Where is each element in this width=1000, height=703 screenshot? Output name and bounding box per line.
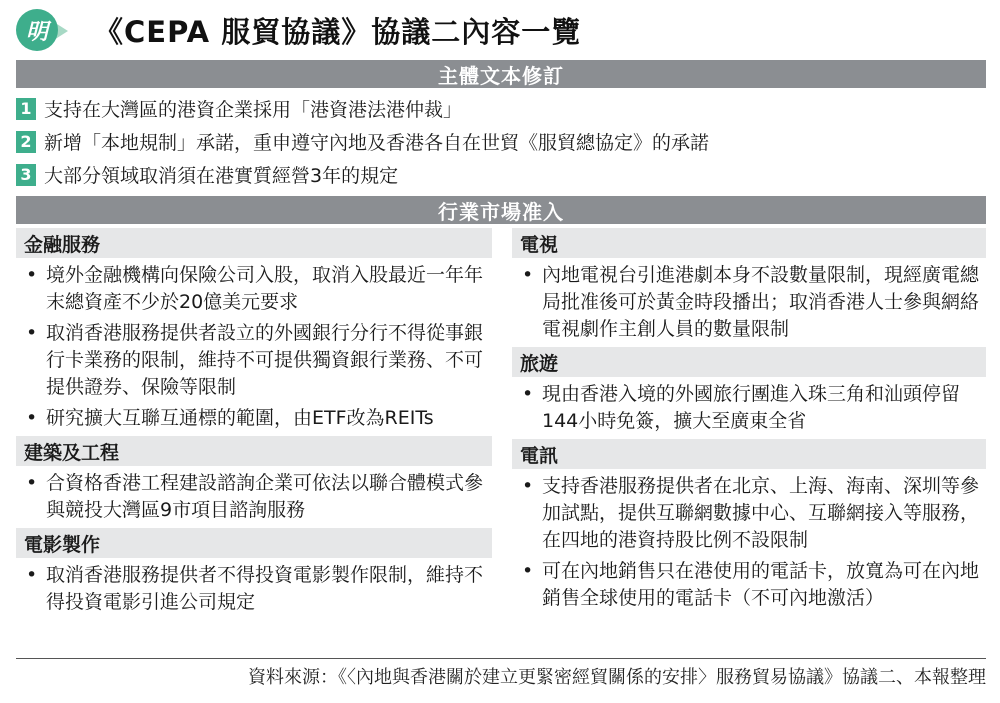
bullet-item bbox=[520, 381, 986, 435]
section-bar-amendments: 主體文本修訂 bbox=[16, 60, 986, 88]
tourism-bullets bbox=[512, 381, 986, 435]
header bbox=[16, 6, 986, 54]
bullet-item bbox=[24, 562, 492, 616]
bullet-item bbox=[520, 262, 986, 343]
section-bar-market-access: 行業市場准入 bbox=[16, 196, 986, 224]
amendment-text: 支持在大灣區的港資企業採用「港資港法港仲裁」 bbox=[44, 99, 463, 121]
bullet-dot-icon: • bbox=[26, 564, 38, 586]
logo-circle: 明 bbox=[16, 9, 58, 51]
sector-heading-film: 電影製作 bbox=[16, 528, 492, 558]
bullet-text: 研究擴大互聯互通標的範圍，由ETF改為REITs bbox=[46, 407, 434, 429]
bullet-text: 取消香港服務提供者設立的外國銀行分行不得從事銀行卡業務的限制，維持不可提供獨資銀行業務、不可提供證券、保險等限制 bbox=[46, 322, 484, 398]
construction-bullets bbox=[16, 470, 492, 524]
bullet-dot-icon: • bbox=[522, 383, 534, 405]
amendment-item bbox=[16, 92, 986, 125]
bullet-item bbox=[520, 558, 986, 612]
bullet-text: 合資格香港工程建設諮詢企業可依法以聯合體模式參與競投大灣區9市項目諮詢服務 bbox=[46, 472, 484, 521]
bullet-text: 現由香港入境的外國旅行團進入珠三角和汕頭停留144小時免簽，擴大至廣東全省 bbox=[542, 383, 961, 432]
bullet-item bbox=[24, 470, 492, 524]
left-column bbox=[16, 228, 492, 620]
bullet-dot-icon: • bbox=[26, 322, 38, 344]
source-note: 資料來源：《〈內地與香港關於建立更緊密經貿關係的安排〉服務貿易協議》協議二、本報整理 bbox=[16, 658, 986, 689]
sector-heading-tv: 電視 bbox=[512, 228, 986, 258]
number-badge: 1 bbox=[16, 98, 36, 120]
bullet-dot-icon: • bbox=[26, 264, 38, 286]
bullet-text: 可在內地銷售只在港使用的電話卡，放寬為可在內地銷售全球使用的電話卡（不可內地激活） bbox=[542, 560, 980, 609]
bullet-dot-icon: • bbox=[522, 264, 534, 286]
film-bullets bbox=[16, 562, 492, 616]
bullet-text: 內地電視台引進港劇本身不設數量限制，現經廣電總局批准後可於黃金時段播出；取消香港人士參與網絡電視劇作主創人員的數量限制 bbox=[542, 264, 980, 340]
amendment-text: 新增「本地規制」承諾，重申遵守內地及香港各自在世貿《服貿總協定》的承諾 bbox=[44, 132, 710, 154]
sector-heading-construction: 建築及工程 bbox=[16, 436, 492, 466]
amendment-text: 大部分領域取消須在港實質經營3年的規定 bbox=[44, 165, 399, 187]
telecom-bullets bbox=[512, 473, 986, 612]
tv-bullets bbox=[512, 262, 986, 343]
bullet-text: 境外金融機構向保險公司入股，取消入股最近一年年末總資產不少於20億美元要求 bbox=[46, 264, 484, 313]
logo bbox=[16, 7, 78, 53]
page-title: 《CEPA 服貿協議》協議二內容一覽 bbox=[94, 14, 582, 49]
amendment-item bbox=[16, 158, 986, 191]
bullet-dot-icon: • bbox=[26, 472, 38, 494]
bullet-text: 支持香港服務提供者在北京、上海、海南、深圳等參加試點，提供互聯網數據中心、互聯網接入等服務，在四地的港資持股比例不設限制 bbox=[542, 475, 980, 551]
bullet-dot-icon: • bbox=[26, 407, 38, 429]
sector-heading-telecom: 電訊 bbox=[512, 439, 986, 469]
bullet-item bbox=[520, 473, 986, 554]
finance-bullets bbox=[16, 262, 492, 432]
sector-heading-finance: 金融服務 bbox=[16, 228, 492, 258]
bullet-dot-icon: • bbox=[522, 560, 534, 582]
sector-heading-tourism: 旅遊 bbox=[512, 347, 986, 377]
number-badge: 3 bbox=[16, 164, 36, 186]
bullet-item bbox=[24, 405, 492, 432]
number-badge: 2 bbox=[16, 131, 36, 153]
bullet-text: 取消香港服務提供者不得投資電影製作限制，維持不得投資電影引進公司規定 bbox=[46, 564, 484, 613]
amendment-item bbox=[16, 125, 986, 158]
bullet-item bbox=[24, 320, 492, 401]
amendment-list bbox=[16, 92, 986, 191]
bullet-item bbox=[24, 262, 492, 316]
right-column bbox=[512, 228, 986, 616]
bullet-dot-icon: • bbox=[522, 475, 534, 497]
